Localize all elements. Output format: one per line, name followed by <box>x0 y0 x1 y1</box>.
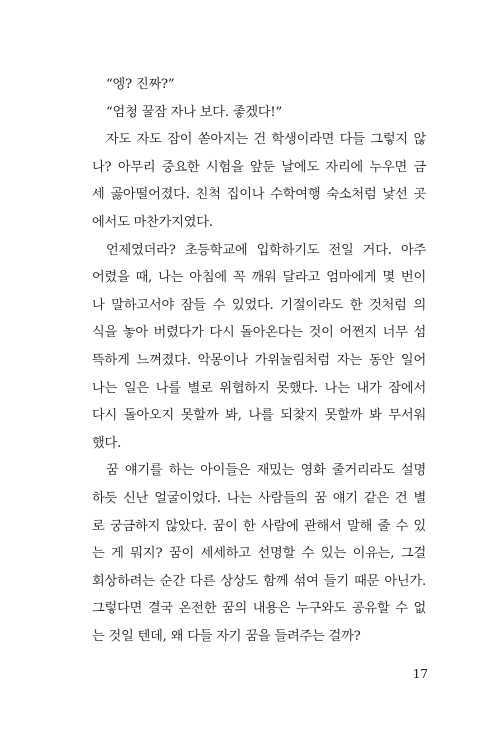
text-line: “엥? 진짜?” <box>106 77 175 92</box>
text-line: 식을 놓아 버렸다가 다시 돌아온다는 것이 어쩐지 너무 섬 <box>92 325 426 341</box>
text-line: 나는 일은 나를 별로 위협하지 못했다. 나는 내가 잠에서 <box>92 380 426 396</box>
text-line: 하듯 신난 얼굴이었다. 나는 사람들의 꿈 얘기 같은 건 별 <box>92 490 426 506</box>
text-line: 어렸을 때, 나는 아침에 꼭 깨워 달라고 엄마에게 몇 번이 <box>92 270 426 286</box>
text-line: 뜩하게 느껴졌다. 악몽이나 가위눌림처럼 자는 동안 일어 <box>92 352 426 368</box>
text-line: 는 게 뭐지? 꿈이 세세하고 선명할 수 있는 이유는, 그걸 <box>92 546 426 562</box>
text-line: 자도 자도 잠이 쏟아지는 건 학생이라면 다들 그렇지 않 <box>106 132 426 148</box>
page-number: 17 <box>412 667 428 681</box>
text-line: 로 궁금하지 않았다. 꿈이 한 사람에 관해서 말해 줄 수 있 <box>92 518 426 534</box>
text-line: 에서도 마찬가지였다. <box>92 214 213 230</box>
text-line: 다시 돌아오지 못할까 봐, 나를 되찾지 못할까 봐 무서워 <box>92 408 426 424</box>
text-line: 언제였더라? 초등학교에 입학하기도 전일 거다. 아주 <box>106 242 426 258</box>
text-line: “엄청 꿀잠 자나 보다. 좋겠다!” <box>106 104 283 120</box>
text-line: 꿈 얘기를 하는 아이들은 재밌는 영화 줄거리라도 설명 <box>106 463 426 479</box>
text-line: 했다. <box>92 435 122 451</box>
text-line: 회상하려는 순간 다른 상상도 함께 섞여 들기 때문 아닌가. <box>92 573 426 589</box>
text-line: 그렇다면 결국 온전한 꿈의 내용은 누구와도 공유할 수 없 <box>92 601 426 617</box>
text-line: 나 말하고서야 잠들 수 있었다. 기절이라도 한 것처럼 의 <box>92 297 426 313</box>
text-line: 나? 아무리 중요한 시험을 앞둔 날에도 자리에 누우면 금 <box>92 159 426 175</box>
text-line: 는 것일 텐데, 왜 다들 자기 꿈을 들려주는 걸까? <box>92 628 361 644</box>
text-line: 세 곯아떨어졌다. 친척 집이나 수학여행 숙소처럼 낯선 곳 <box>92 187 426 203</box>
body-text <box>92 71 426 650</box>
